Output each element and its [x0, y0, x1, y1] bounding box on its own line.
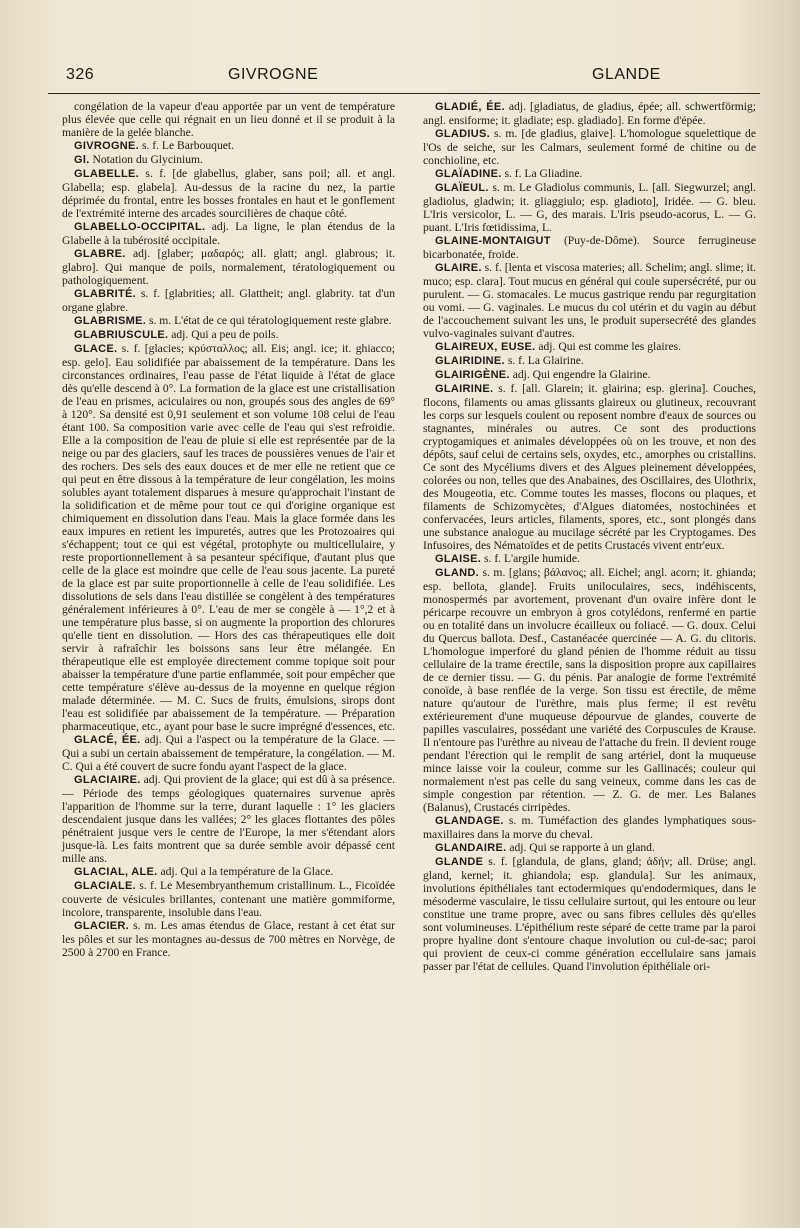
right-guide-word: GLANDE	[592, 66, 661, 83]
entry-glacial	[62, 865, 395, 879]
entry-definition: s. f. La Glairine.	[504, 354, 584, 367]
entry-definition: adj. Qui a peu de poils.	[168, 328, 279, 341]
right-column	[423, 100, 756, 973]
entry-glabelle	[62, 167, 395, 220]
left-column	[62, 100, 395, 973]
entry-definition: s. m. [de gladius, glaive]. L'homologue squelettique de l'Os de seiche, sur les Calmars, seulement formé de chitine ou de conchioline, etc.	[423, 127, 756, 167]
entry-headword: GLANDE	[435, 856, 484, 868]
entry-headword: GLAIRINE.	[435, 383, 494, 395]
entry-glabrisme	[62, 314, 395, 328]
entry-headword: GLACE.	[74, 343, 118, 355]
entry-definition: congélation de la vapeur d'eau apportée par un vent de température plus élevée que celle qui régnait en un lieu donné et il se produit à la manière de la gelée blanche.	[62, 100, 395, 139]
entry-definition: s. f. La Gliadine.	[501, 167, 583, 180]
entry-definition: Notation du Glycinium.	[89, 153, 203, 166]
entry-headword: GLACIAIRE.	[74, 774, 141, 786]
entry-headword: GLAND.	[435, 567, 479, 579]
entry-headword: GLANDAIRE.	[435, 842, 507, 854]
entry-definition: s. m. Les amas étendus de Glace, restant à cet état sur les pôles et sur les montagnes au-dessus de 700 mètres en Norvège, de 2500 à 2700 en France.	[62, 919, 395, 959]
entry-glaciaire	[62, 773, 395, 865]
entry-glace	[62, 342, 395, 733]
entry-definition: s. f. L'argile humide.	[481, 552, 580, 565]
entry-gland	[423, 566, 756, 814]
entry-headword: GLACIER.	[74, 920, 129, 932]
entry-headword: GLAISE.	[435, 553, 482, 565]
entry-gladie	[423, 100, 756, 127]
entry-definition: s. f. Le Mesembryanthemum cristallinum. L., Ficoïdée couverte de vésicules brillantes, contenant une matière gommiforme, incolore, transparente, insoluble dans l'eau.	[62, 879, 395, 919]
entry-definition: s. m. [glans; βάλανος; all. Eichel; angl. acorn; it. ghianda; esp. bellota, glande]. Fruits uniloculaires, secs, indéhiscents, monospermés par avortement, provenant d'un ovaire infère dont le péricarpe recouvre un embryon à gros cotylédons, renfermé en partie ou en totalité dans un involucre écailleux ou foliacé. — G. doux. Celui du Quercus ballota. Desf., Castanéacée quercinée — A. G. du clitoris. L'homologue imperforé du gland pénien de l'homme réduit au tissu cellulaire de la trame érectile, sans la disposition propre aux capillaires de ce dernier tissu. — G. du pénis. Par analogie de forme l'extrémité conoïde, à base renflée de la verge. Son tissu est érectile, de même nature qu'autour de l'urèthre, mais plus ferme; il est revêtu extérieurement d'une muqueuse dépourvue de glandes, couverte de papilles vasculaires, possédant une variété des Corpuscules de Krause. Il n'entoure pas l'urèthre au niveau de l'attache du frein. Il devient rouge pendant l'érection qui le remplit de sang artériel, dont la muqueuse mince laisse voir la couleur, comme sur les Gallinacés; couleur qui normalement n'est pas celle du sang veineux, comme dans les cas de simple congestion par rétention. — Z. G. de mer. Les Balanes (Balanus), Crustacés cirripèdes.	[423, 566, 757, 814]
entry-headword: GLAÏADINE.	[435, 168, 502, 180]
entry-definition: adj. Qui engendre la Glairine.	[509, 368, 651, 381]
entry-headword: GLABELLO-OCCIPITAL.	[74, 221, 206, 233]
entry-glaciale	[62, 879, 395, 919]
entry-gl	[62, 153, 395, 167]
entry-headword: Gl.	[74, 154, 90, 166]
entry-headword: GLAÏEUL.	[435, 182, 489, 194]
entry-glabello	[62, 220, 395, 247]
entry-glaiadine	[423, 167, 756, 181]
entry-glairidine	[423, 354, 756, 368]
entry-headword: GLANDAGE.	[435, 815, 504, 827]
entry-headword: GIVROGNE.	[74, 140, 140, 152]
entry-definition: adj. La ligne, le plan étendus de la Glabelle à la tubérosité occipitale.	[62, 220, 395, 247]
entry-headword: GLADIUS.	[435, 128, 490, 140]
entry-glaine	[423, 234, 756, 261]
entry-gladius	[423, 127, 756, 167]
entry-glacier	[62, 919, 395, 959]
entry-headword: GLAIRE.	[435, 262, 482, 274]
page-number: 326	[66, 66, 95, 83]
entry-definition: s. f. [glacies; κρύσταλλος; all. Eis; angl. ice; it. ghiacco; esp. gelo]. Eau solidifiée par abaissement de la température. Dans les circonstances ordinaires, l'eau passe de l'état liquide à l'état de glace dès qu'elle descend à 0°. La formation de la glace est une cristallisation de l'eau en prismes, aciculaires ou non, groupés sous des angles de 69° à 120°. Sa densité est 0,91 seulement et son volume 108 celui de l'eau étant 100. Sa composition varie avec celle de l'eau qui s'est refroidie. Elle a la composition de l'eau de pluie si elle est représentée par de la neige ou par des glaciers, sauf les traces de poussières venues de l'air et des rochers. Des sels des eaux douces et de mer elle ne retient que ce qui peut en être dissous à la température de leur congélation, les moins solubles ayant totalement disparues à mesure qu'approchait l'instant de la solidification et de même pour tout ce qui d'origine organique est chimiquement en dissolution dans l'eau. Mais la glace formée dans les eaux impures en retient les impuretés, autres que les Protozoaires qui s'échappent; tout ce qui est végétal, protophyte ou multicellulaire, y reste proportionnellement à sa pesanteur spécifique, d'autant plus que celle de la glace est moindre que celle de l'eau sous jacente. La pureté de la glace est par suite proportionnelle à celle de l'eau solidifiée. Les dissolutions de sels dans l'eau distillée se congèlent à des températures généralement inférieures à 0°. L'eau de mer se congèle à — 1°,2 et à une température plus basse, si on augmente la proportion des chlorures qu'elle tient en dissolution. — Hors des cas thérapeutiques elle doit servir à rafraîchir les boissons sans leur être mélangée. En thérapeutique elle est employée directement comme topique soit pour abaisser la température d'une partie enflammée, soit pour empêcher que cette température s'élève au-dessus de la moyenne en quelque région malade déterminée. — M. C. Sucs de fruits, émulsions, sirops dont l'eau est solidifiée par abaissement de la température. — Préparation pharmaceutique, etc., ayant pour base le sucre imprégné d'essences, etc.	[62, 342, 396, 733]
entry-glairine	[423, 382, 756, 552]
entry-glaire	[423, 261, 756, 340]
entry-glaireux	[423, 340, 756, 354]
header-rule	[48, 93, 760, 94]
entry-cont	[62, 100, 395, 139]
entry-definition: s. f. [glandula, de glans, gland; ἀδήν; all. Drüse; angl. gland, kernel; it. ghiandola; esp. glandula]. Sur les animaux, involutions épithéliales tant ectodermiques qu'endodermiques, dans le mésoderme vasculaire, le tissu cellulaire surtout, qui les entoure ou leur constitue une trame propre, avec ou sans fibres cellules dès qu'elles sont volumineuses. L'épithélium reste séparé de cette trame par la paroi propre hyaline dont s'entoure chaque involution ou cul-de-sac; paroi qui provient de ceux-ci comme génération eccellulaire sans jamais passer par l'état de cellules. Quand l'involution épithéliale ori-	[423, 855, 756, 973]
entry-definition: s. f. [lenta et viscosa materies; all. Schelim; angl. slime; it. muco; esp. clara]. Tout mucus en général qui coule supersécrété, pur ou purulent. — G. stomacales. Le mucus gastrique rendu par regurgitation ou vomi. — G. vaginales. Le mucus du col utérin et du vagin au début de l'accouchement suivant les uns, le produit supersecrété des glandes vulvo-vaginales suivant d'autres.	[423, 261, 756, 340]
entry-definition: s. f. [glabrities; all. Glattheit; angl. glabrity. tat d'un organe glabre.	[62, 287, 395, 314]
entry-glande	[423, 855, 756, 973]
entry-headword: GLABRIUSCULE.	[74, 329, 169, 341]
entry-glandage	[423, 814, 756, 841]
entry-definition: (Puy-de-Dôme). Source ferrugineuse bicarbonatée, froide.	[423, 234, 756, 261]
entry-glaieul	[423, 181, 756, 234]
entry-definition: s. f. Le Barbouquet.	[139, 139, 235, 152]
entry-definition: adj. [glaber; μαδαρός; all. glatt; angl. glabrous; it. glabro]. Qui manque de poils, normalement, tératologiquement ou pathologiquement.	[62, 247, 395, 287]
entry-definition: adj. Qui se rapporte à un gland.	[506, 841, 655, 854]
entry-headword: GLABELLE.	[74, 168, 140, 180]
entry-givrogne	[62, 139, 395, 153]
entry-headword: GLACÉ, ÉE.	[74, 734, 141, 746]
entry-glabrite	[62, 287, 395, 314]
two-columns	[62, 100, 762, 973]
entry-headword: GLABRE.	[74, 248, 126, 260]
entry-glandaire	[423, 841, 756, 855]
entry-definition: s. f. [all. Glarein; it. glairina; esp. glerina]. Couches, flocons, filaments ou amas glissants glaireux ou glutineux, recouvrant les corps sur lesquels coulent ou reposent nombre d'eaux de sources ou stagnantes, minérales ou autres. Ce sont des productions cryptogamiques et animales développées où on les trouve, et non des dépôts, sauf celui de certains sels, oxydes, etc., amorphes ou cristallins. Ce sont des Mycéliums divers et des Algues pleinement développées, colorées ou non, telles que des Anabaines, des Oscillaires, des Ulothrix, des Mougeotia, etc. Comme toutes les masses, flocons ou plaques, et filaments de Schizomycètes, d'Algues diatomées, nostochinées et confervacées, leurs articles, filaments, spores, etc., sont plongés dans une substance analogue au mucilage sécrété par les Cryptogames. Des Infusoires, des Nématoïdes et de petits Crustacés vivent entr'eux.	[423, 382, 756, 552]
entry-glairigene	[423, 368, 756, 382]
entry-definition: adj. Qui est comme les glaires.	[535, 340, 681, 353]
entry-headword: GLADIÉ, ÉE.	[435, 101, 505, 113]
entry-headword: GLAINE-MONTAIGUT	[435, 235, 551, 247]
entry-glabre	[62, 247, 395, 287]
running-header	[30, 60, 778, 86]
entry-glace_adj	[62, 733, 395, 773]
entry-definition: s. f. [de glabellus, glaber, sans poil; all. et angl. Glabella; esp. glabela]. Au-dessus de la racine du nez, la partie déprimée du frontal, entre les bosses frontales en haut et le gonflement de l'extrémité interne des arcades sourcilières de chaque côté.	[62, 167, 395, 220]
entry-headword: GLABRISME.	[74, 315, 147, 327]
left-guide-word: GIVROGNE	[228, 66, 319, 83]
entry-definition: s. m. Tuméfaction des glandes lymphatiques sous-maxillaires dans la morve du cheval.	[423, 814, 756, 841]
entry-definition: s. m. L'état de ce qui tératologiquement reste glabre.	[146, 314, 392, 327]
entry-headword: GLACIAL, ALE.	[74, 866, 158, 878]
entry-headword: GLABRITÉ.	[74, 288, 136, 300]
entry-headword: GLACIALE.	[74, 880, 136, 892]
entry-definition: s. m. Le Gladiolus communis, L. [all. Siegwurzel; angl. gladiolus, gladwin; it. gliaggiulo; esp. gladioto], Iridée. — G. bleu. L'Iris versicolor, L. — G, des marais. L'Iris pseudo-acorus, L. — G. puant. L'Iris fœtidissima, L.	[423, 181, 756, 234]
entry-glaise	[423, 552, 756, 566]
entry-definition: adj. Qui a l'aspect ou la température de la Glace. — Qui a subi un certain abaissement de température, la congélation. — M. C. Qui a été couvert de sucre fondu ayant l'aspect de la glace.	[62, 733, 396, 773]
entry-headword: GLAIREUX, EUSE.	[435, 341, 536, 353]
entry-definition: adj. Qui provient de la glace; qui est dû à sa présence. — Période des temps géologiques quaternaires survenue après l'apparition de l'homme sur la terre, durant laquelle : 1° les glaciers descendaient jusque dans les vallées; 2° les glaces flottantes des pôles pénétraient jusque vers le centre de l'Europe, la mer s'étendant alors jusque-là. Les faits montrent que sa durée semble avoir dépassé cent mille ans.	[62, 773, 395, 865]
entry-definition: adj. [gladiatus, de gladius, épée; all. schwertförmig; angl. ensiforme; it. gladiate; esp. gladiado]. En forme d'épée.	[423, 100, 756, 127]
entry-headword: GLAIRIGÈNE.	[435, 369, 510, 381]
entry-definition: adj. Qui a la température de la Glace.	[157, 865, 334, 878]
entry-headword: GLAIRIDINE.	[435, 355, 505, 367]
entry-glabriuscule	[62, 328, 395, 342]
